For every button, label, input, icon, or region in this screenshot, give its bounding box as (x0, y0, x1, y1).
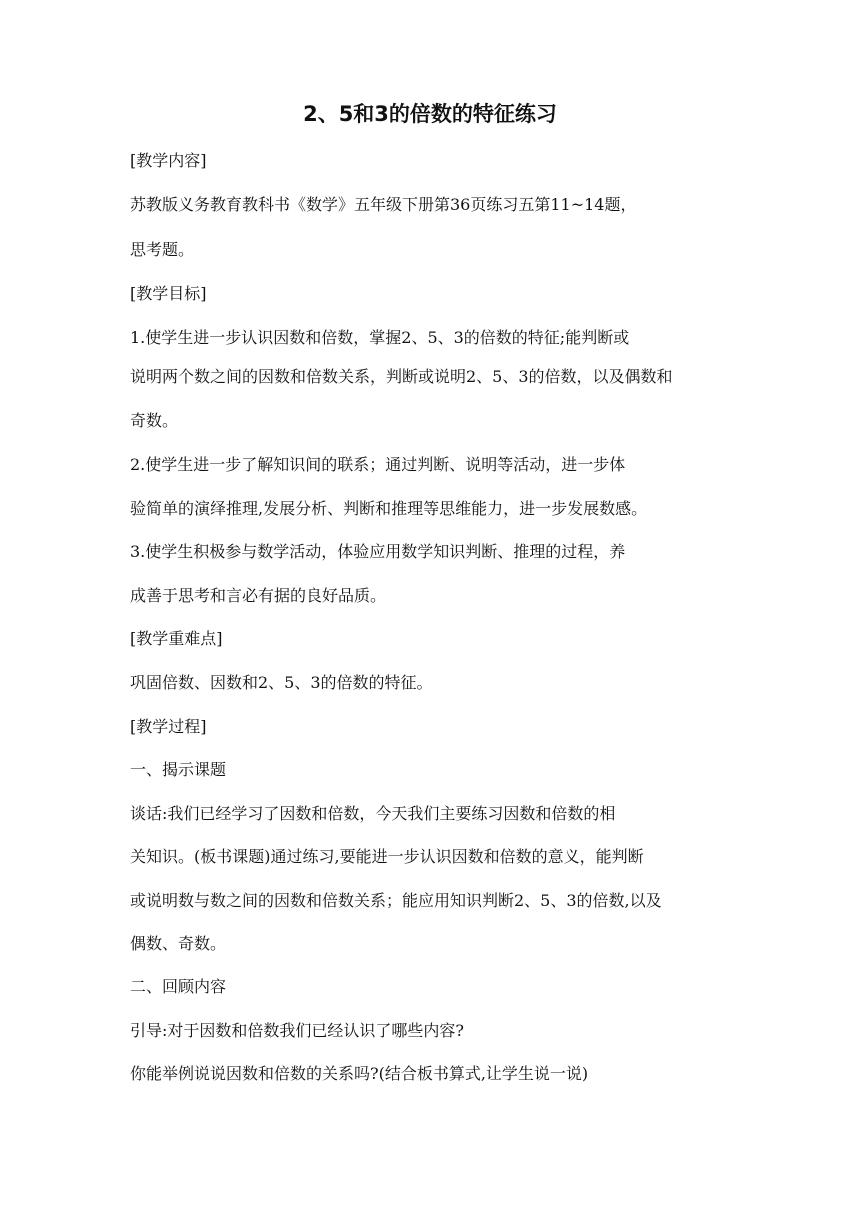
paragraph-line: 说明两个数之间的因数和倍数关系，判断或说明2、5、3的倍数，以及偶数和 (130, 367, 673, 386)
paragraph-line: 巩固倍数、因数和2、5、3的倍数的特征。 (130, 673, 433, 692)
section-heading-process: [教学过程] (130, 717, 207, 736)
paragraph-line: 1.使学生进一步认识因数和倍数，掌握2、5、3的倍数的特征;能判断或 (130, 328, 630, 347)
paragraph-line: 你能举例说说因数和倍数的关系吗?(结合板书算式,让学生说一说) (130, 1064, 589, 1083)
paragraph-line: 偶数、奇数。 (130, 934, 227, 953)
paragraph-line: 思考题。 (130, 240, 195, 259)
subsection-heading: 二、回顾内容 (130, 977, 227, 996)
paragraph-line: 奇数。 (130, 411, 179, 430)
paragraph-line: 3.使学生积极参与数学活动，体验应用数学知识判断、推理的过程，养 (130, 542, 626, 561)
section-heading-objectives: [教学目标] (130, 284, 207, 303)
document-title: 2、5和3的倍数的特征练习 (303, 102, 557, 126)
paragraph-line: 成善于思考和言必有据的良好品质。 (130, 586, 387, 605)
paragraph-line: 关知识。(板书课题)通过练习,要能进一步认识因数和倍数的意义，能判断 (130, 847, 644, 866)
paragraph-line: 或说明数与数之间的因数和倍数关系；能应用知识判断2、5、3的倍数,以及 (130, 891, 662, 910)
subsection-heading: 一、揭示课题 (130, 760, 227, 779)
paragraph-line: 苏教版义务教育教科书《数学》五年级下册第36页练习五第11~14题， (130, 195, 637, 214)
section-heading-key-points: [教学重难点] (130, 629, 223, 648)
paragraph-line: 引导:对于因数和倍数我们已经认识了哪些内容? (130, 1021, 464, 1040)
section-heading-content: [教学内容] (130, 151, 207, 170)
paragraph-line: 验简单的演绎推理,发展分析、判断和推理等思维能力，进一步发展数感。 (130, 499, 648, 518)
paragraph-line: 谈话:我们已经学习了因数和倍数，今天我们主要练习因数和倍数的相 (130, 804, 616, 823)
paragraph-line: 2.使学生进一步了解知识间的联系；通过判断、说明等活动，进一步体 (130, 455, 626, 474)
